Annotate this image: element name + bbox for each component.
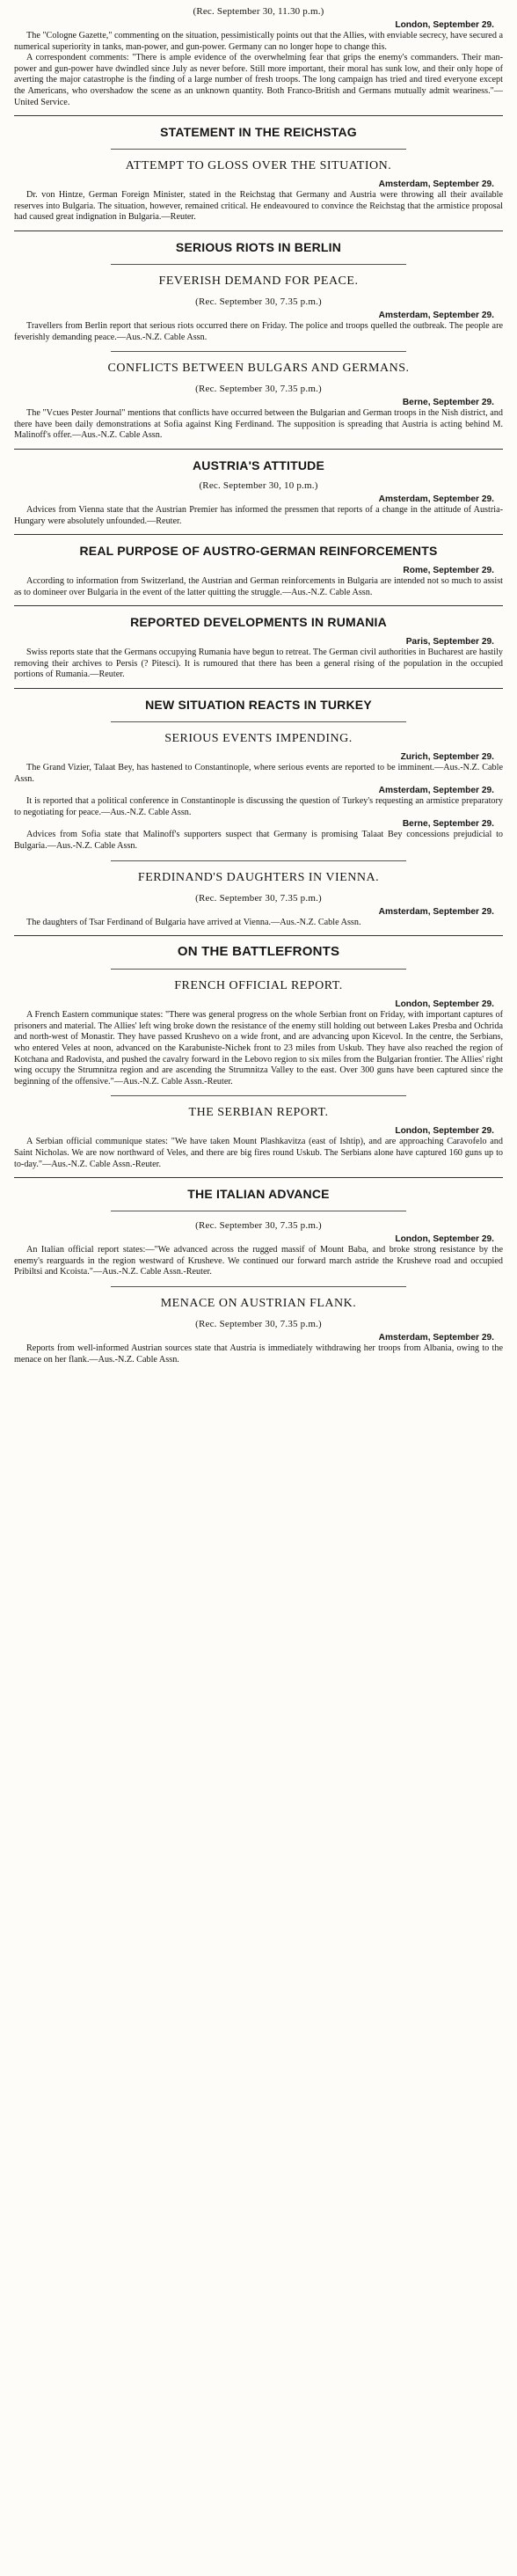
headline: FERDINAND'S DAUGHTERS IN VIENNA. <box>137 870 380 884</box>
story-bulgars <box>14 360 503 442</box>
place-line: Amsterdam, September 29. <box>378 786 494 796</box>
subheadline: SERIOUS EVENTS IMPENDING. <box>164 732 353 746</box>
divider <box>14 935 503 936</box>
place-line: London, September 29. <box>395 1234 494 1245</box>
headline: THE ITALIAN ADVANCE <box>187 1187 330 1202</box>
story-intro <box>14 5 503 108</box>
subheadline: FEVERISH DEMAND FOR PEACE. <box>158 274 359 288</box>
headline: NEW SITUATION REACTS IN TURKEY <box>145 698 372 713</box>
divider <box>14 688 503 689</box>
paragraph: The "Cologne Gazette," commenting on the situation, pessimistically points out that the Allies, with enviable secrecy, have secured a numerical superiority in tanks, man-power, and gun-power. Germany can no longer hope to change this. <box>14 31 503 52</box>
place-line: London, September 29. <box>395 999 494 1010</box>
dateline: (Rec. September 30, 7.35 p.m.) <box>195 1318 322 1329</box>
dateline: (Rec. September 30, 7.35 p.m.) <box>195 1220 322 1232</box>
divider <box>14 534 503 535</box>
dateline: (Rec. September 30, 7.35 p.m.) <box>195 296 322 307</box>
dateline: (Rec. September 30, 7.35 p.m.) <box>195 892 322 904</box>
headline: REPORTED DEVELOPMENTS IN RUMANIA <box>130 615 387 630</box>
paragraph: According to information from Switzerland, the Austrian and German reinforcements in Bulgaria are intended not so much to assist as to domineer over Bulgaria in the event of the latter quitting the struggle.—Aus.-N.Z. Cable Assn. <box>14 576 503 597</box>
paragraph: It is reported that a political conference in Constantinople is discussing the question of Turkey's requesting an armistice preparatory to negotiating for peace.—Aus.-N.Z. Cable Assn. <box>14 796 503 817</box>
subheadline: FRENCH OFFICIAL REPORT. <box>174 979 343 993</box>
story-serbian <box>14 1104 503 1170</box>
paragraph: Reports from well-informed Austrian sources state that Austria is immediately withdrawing her troops from Albania, owing to the menace on her flank.—Aus.-N.Z. Cable Assn. <box>14 1343 503 1365</box>
headline: THE SERBIAN REPORT. <box>188 1106 329 1120</box>
paragraph: Advices from Sofia state that Malinoff's supporters suspect that Germany is promising Talaat Bey concessions prejudicial to Bulgaria.—Aus.-N.Z. Cable Assn. <box>14 830 503 852</box>
dateline: (Rec. September 30, 7.35 p.m.) <box>195 384 322 395</box>
story-daughters <box>14 869 503 929</box>
paragraph: Travellers from Berlin report that serious riots occurred there on Friday. The police and troops quelled the outbreak. The people are feverishly demanding peace.—Aus.-N.Z. Cable Assn. <box>14 320 503 342</box>
paragraph: The daughters of Tsar Ferdinand of Bulgaria have arrived at Vienna.—Aus.-N.Z. Cable Assn. <box>26 917 361 927</box>
paragraph: A French Eastern communique states: "There was general progress on the whole Serbian front on Friday, with important captures of prisoners and material. The Allies' left wing broke down the resistance of the enemy still holding out between Lakes Presba and Ochrida and north-west of Monastir. They have passed Krushevo on a wide front, and are advancing upon Kicevol. In the centre, the Serbians, who entered Veles at noon, advanced on the Karabuniste-Nichek front to 23 miles from Uskub. They have also reached the region of Kotchana and Radovista, and pushed the cavalry forward in the Lebovo region to six miles from the Bulgarian frontier. The Allies' right wing occupy the Strumnitza region and are ascending the Strumnitza Valley to the east. Over 300 guns have been captured since the beginning of the offensive."—Aus.-N.Z. Cable Assn.-Reuter. <box>14 1010 503 1087</box>
place-line: Paris, September 29. <box>405 637 494 648</box>
dateline: (Rec. September 30, 10 p.m.) <box>199 479 318 491</box>
paragraph: A Serbian official communique states: "We have taken Mount Plashkavitza (east of Ishtip), and are approaching Caravofelo and Saint Nicholas. We are now northward of Veles, and there are big fires round Uskub. The Serbians alone have captured 160 guns up to to-day."—Aus.-N.Z. Cable Assn.-Reuter. <box>14 1137 503 1169</box>
place-line: Amsterdam, September 29. <box>378 494 494 504</box>
story-berlin <box>14 238 503 343</box>
divider <box>14 115 503 116</box>
paragraph: Dr. von Hintze, German Foreign Minister, stated in the Reichstag that Germany and Austria were throwing all their available reserves into Bulgaria. The situation, however, remained critical. He endeavoured to convince the Reichstag that the armistice proposal had caused great indignation in Bulgaria.—Reuter. <box>14 190 503 223</box>
paragraph: Swiss reports state that the Germans occupying Rumania have begun to retreat. The German civil authorities in Bucharest are hastily removing their archives to Persis (? Pitesci). It is rumoured that there has been a general rising of the population in the occupied portions of Rumania.—Reuter. <box>14 648 503 680</box>
story-turkey <box>14 696 503 853</box>
story-reinforcements <box>14 542 503 598</box>
divider <box>111 264 406 265</box>
divider <box>111 969 406 970</box>
story-italian <box>14 1185 503 1278</box>
headline: ON THE BATTLEFRONTS <box>177 944 340 960</box>
headline: MENACE ON AUSTRIAN FLANK. <box>160 1296 357 1310</box>
divider <box>111 1286 406 1287</box>
place-line: Amsterdam, September 29. <box>378 310 494 320</box>
paragraph: A correspondent comments: "There is ample evidence of the overwhelming fear that grips the enemy's commanders. Their man-power and gun-power have dwindled since July as never before. Still more important, their moral has sunk low, and their only hope of averting the major catastrophe is the finding of a large number of fresh troops. The long campaign has tried and tired everyone except the Americans, who overshadow the scene as an unknown quantity. Both Franco-British and Germans mutually admit weariness."—United Service. <box>14 53 503 107</box>
place-line: Amsterdam, September 29. <box>378 1332 494 1343</box>
place-line: London, September 29. <box>395 1126 494 1137</box>
divider <box>111 721 406 722</box>
dateline: (Rec. September 30, 11.30 p.m.) <box>193 6 324 17</box>
divider <box>111 351 406 352</box>
headline: REAL PURPOSE OF AUSTRO-GERMAN REINFORCEMENTS <box>79 544 438 559</box>
divider <box>111 860 406 861</box>
story-rumania <box>14 613 503 681</box>
story-menace <box>14 1295 503 1365</box>
place-line: Berne, September 29. <box>402 819 494 830</box>
story-reichstag <box>14 123 503 223</box>
headline: STATEMENT IN THE REICHSTAG <box>160 125 357 140</box>
headline: SERIOUS RIOTS IN BERLIN <box>175 239 342 254</box>
divider <box>111 149 406 150</box>
place-line: London, September 29. <box>395 20 494 30</box>
place-line: Amsterdam, September 29. <box>378 906 494 917</box>
divider <box>14 605 503 606</box>
paragraph: An Italian official report states:—"We advanced across the rugged massif of Mount Baba, and broke strong resistance by the enemy's rearguards in the region westward of Krusheve. We continued our forward march astride the Krusheve road and occupied Pribiltsi and Kcoista."—Aus.-N.Z. Cable Assn.-Reuter. <box>14 1245 503 1277</box>
story-battlefronts <box>14 943 503 1087</box>
divider <box>111 1095 406 1096</box>
place-line: Zurich, September 29. <box>400 752 494 763</box>
divider <box>14 1177 503 1178</box>
place-line: Rome, September 29. <box>403 566 494 576</box>
place-line: Amsterdam, September 29. <box>378 179 494 190</box>
paragraph: Advices from Vienna state that the Austrian Premier has informed the pressmen that reports of a change in the attitude of Austria-Hungary were absolutely unfounded.—Reuter. <box>14 504 503 526</box>
headline: CONFLICTS BETWEEN BULGARS AND GERMANS. <box>107 362 410 376</box>
subheadline: ATTEMPT TO GLOSS OVER THE SITUATION. <box>125 159 392 173</box>
place-line: Berne, September 29. <box>402 398 494 408</box>
headline: AUSTRIA'S ATTITUDE <box>192 457 325 472</box>
paragraph: The "Vcues Pester Journal" mentions that conflicts have occurred between the Bulgarian and German troops in the Nish district, and there have been daily demonstrations at Sofia against King Ferdinand. The supposition is spreading that Austria is acting behind M. Malinoff's offer.—Aus.-N.Z. Cable Assn. <box>14 408 503 441</box>
divider <box>14 449 503 450</box>
story-austria <box>14 457 503 527</box>
paragraph: The Grand Vizier, Talaat Bey, has hastened to Constantinople, where serious events are reported to be imminent.—Aus.-N.Z. Cable Assn. <box>14 763 503 784</box>
